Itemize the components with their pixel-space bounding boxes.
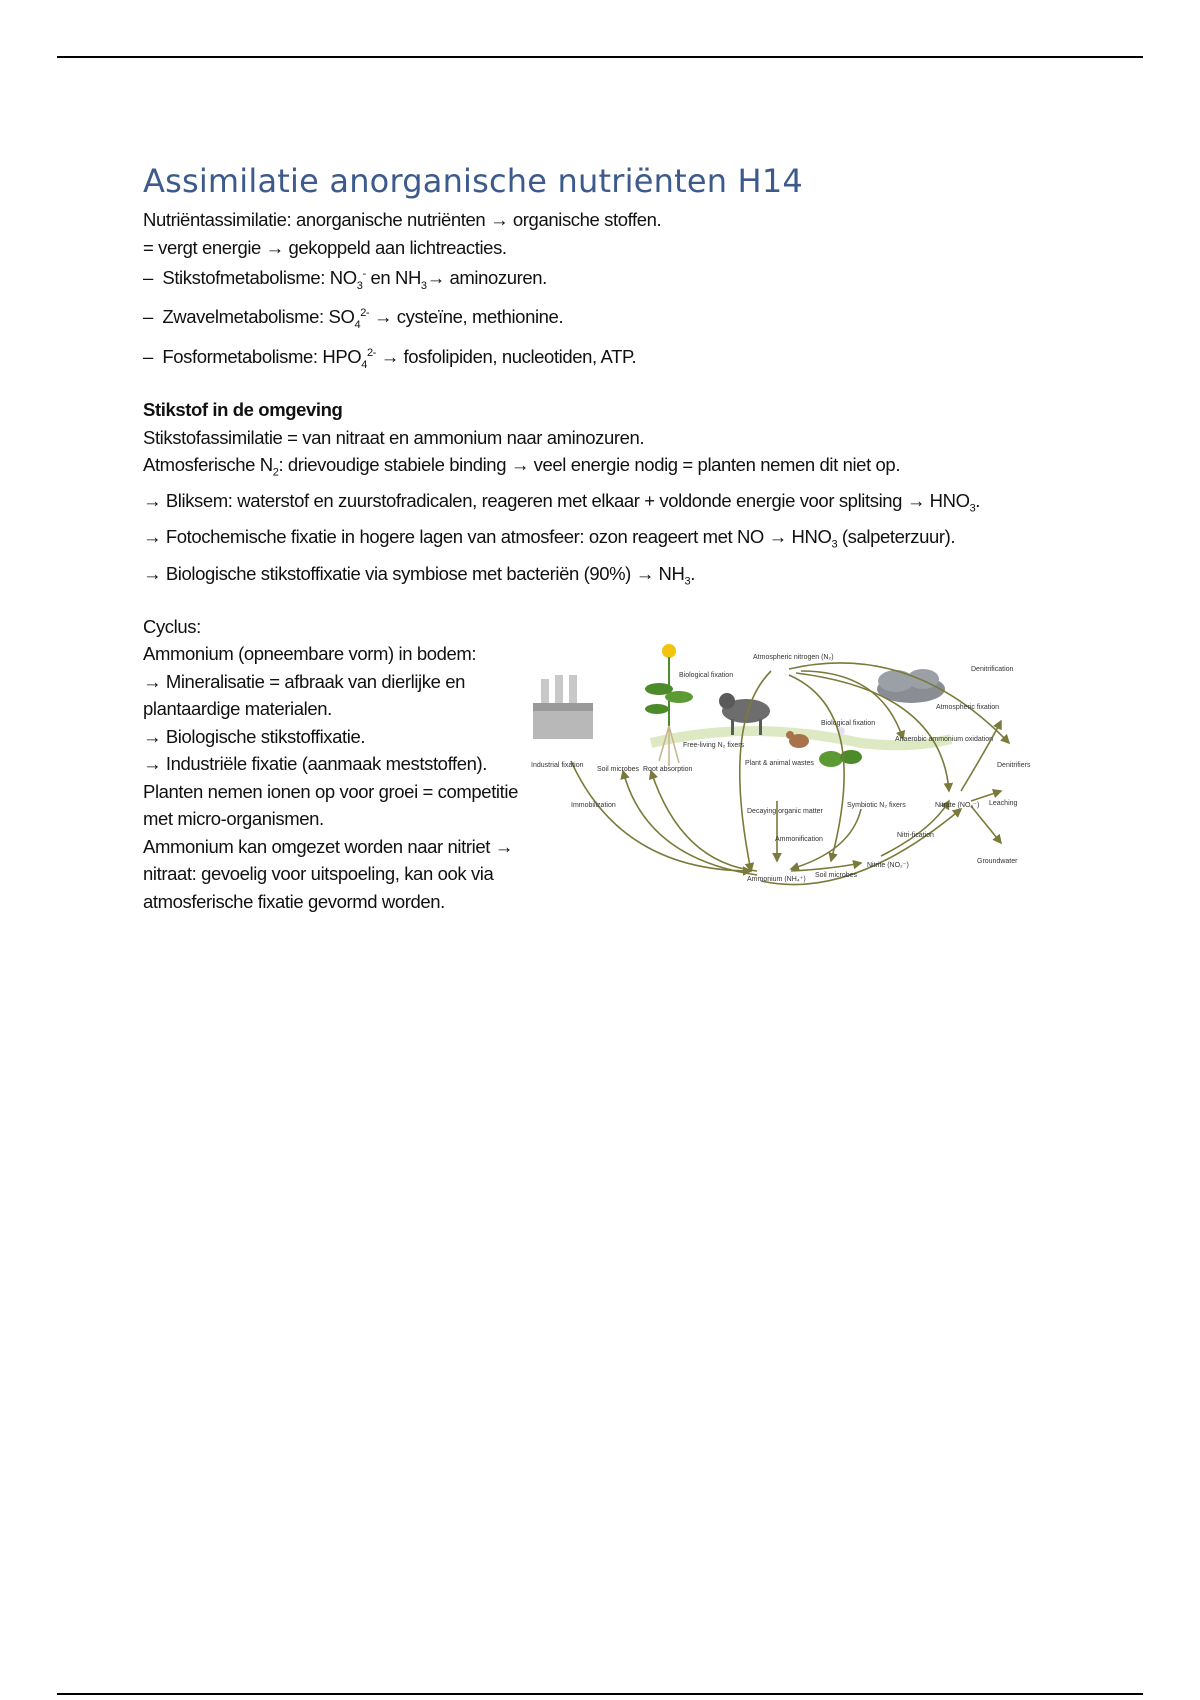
arrow-icon: →: [143, 526, 162, 548]
arrow-icon: →: [373, 306, 393, 328]
section-heading: Stikstof in de omgeving: [143, 399, 343, 421]
label-free-living-fixers: Free-living N₂ fixers: [683, 741, 745, 749]
header-rule: [57, 56, 1143, 58]
arrow-icon: →: [635, 562, 654, 584]
arrow-icon: →: [510, 454, 529, 476]
label-symbiotic-fixers: Symbiotic N₂ fixers: [847, 801, 906, 809]
label-groundwater: Groundwater: [977, 857, 1018, 865]
label-soil-microbes: Soil microbes: [597, 765, 640, 773]
list-item-nitrogen: – Stikstofmetabolisme: $NO_3^-$ en $NH_3\to$ aminozuren.: [143, 267, 547, 292]
list-item-sulfur: – Zwavelmetabolisme: $SO_4^{2-}$ → cysteïne, methionine.: [143, 306, 564, 332]
intro-line-1: Nutriëntassimilatie: anorganische nutriënten → organische stoffen.: [143, 209, 662, 230]
label-immobilization: Immobilization: [571, 801, 616, 809]
label-denitrification: Denitrification: [971, 665, 1014, 673]
photo-line: → Fotochemische fixatie in hogere lagen van atmosfeer: ozon reageert met NO → $HNO_3$ (salpeterzuur).: [143, 526, 956, 552]
cycle-line: Ammonium kan omgezet worden naar nitriet → nitraat: gevoelig voor uitspoeling, kan ook via atmosferische fixatie gevormd worden.: [143, 835, 513, 912]
cycle-line: Ammonium (opneembare vorm) in bodem:: [143, 643, 477, 665]
label-industrial-fixation: Industrial fixation: [531, 761, 584, 769]
cycle-arrows: [571, 663, 1009, 885]
label-anaerobic-oxidation: Anaerobic ammonium oxidation: [895, 735, 994, 743]
label-nitrate: Nitrate (NO₃⁻): [935, 801, 980, 809]
arrow-icon: →: [768, 526, 787, 548]
list-item-phosphorus: – Fosformetabolisme: $HPO_4^{2-}$ → fosfolipiden, nucleotiden, ATP.: [143, 345, 637, 371]
footer-rule: [57, 1693, 1143, 1695]
diagram-labels: [531, 654, 1031, 883]
cycle-section: [143, 613, 1043, 916]
label-denitrifiers: Denitrifiers: [997, 761, 1031, 769]
label-biological-fixation: Biological fixation: [679, 671, 734, 679]
arrow-icon: →: [143, 562, 162, 584]
cycle-heading: Cyclus:: [143, 615, 201, 637]
assimilation-line: Stikstofassimilatie = van nitraat en ammonium naar aminozuren.: [143, 426, 645, 448]
label-ammonium: Ammonium (NH₄⁺): [747, 875, 806, 883]
nitrogen-cycle-diagram: [531, 631, 1051, 901]
label-atmospheric-fixation: Atmospheric fixation: [936, 703, 1000, 711]
arrow-icon: →: [906, 490, 925, 512]
bio-line: → Biologische stikstoffixatie via symbiose met bacteriën $(90\%) \to NH_3$.: [143, 562, 695, 588]
cycle-line: → Mineralisatie = afbraak van dierlijke en plantaardige materialen.: [143, 670, 466, 720]
page-title: Assimilatie anorganische nutriënten H14: [143, 162, 803, 200]
cycle-line: Planten nemen ionen op voor groei = competitie met micro-organismen.: [143, 780, 518, 830]
intro-line-2: = vergt energie → gekoppeld aan lichtreacties.: [143, 236, 507, 258]
cycle-line: → Biologische stikstoffixatie.: [143, 725, 366, 747]
arrow-icon: →: [380, 345, 399, 367]
label-root-absorption: Root absorption: [643, 765, 693, 773]
label-biological-fixation-2: Biological fixation: [821, 719, 876, 727]
atmos-line: Atmosferische $N_2$: drievoudige stabiele binding → veel energie nodig = planten nemen dit niet op.: [143, 454, 901, 479]
arrow-icon: →: [143, 490, 162, 512]
label-plant-animal-wastes: Plant & animal wastes: [745, 759, 814, 767]
document-body: [143, 162, 1043, 915]
label-nitrification: Nitri-fication: [897, 831, 934, 839]
lightning-line: → Bliksem: waterstof en zuurstofradicalen, reageren met elkaar + voldonde energie voor splitsing → $HNO_3$.: [143, 490, 981, 515]
cycle-text: [143, 613, 523, 916]
cycle-line: → Industriële fixatie (aanmaak meststoffen).: [143, 753, 487, 775]
label-leaching: Leaching: [989, 799, 1018, 807]
label-atmospheric-nitrogen: Atmospheric nitrogen (N₂): [753, 653, 834, 661]
factory-icon: [533, 675, 593, 739]
label-soil-microbes-2: Soil microbes: [815, 871, 858, 879]
arrow-icon: →: [265, 236, 284, 258]
label-decaying-matter: Decaying organic matter: [747, 807, 823, 815]
label-ammonification: Ammonification: [775, 835, 823, 843]
arrow-icon: →: [426, 267, 445, 289]
label-nitrite: Nitrite (NO₂⁻): [867, 861, 909, 869]
arrow-icon: →: [490, 209, 509, 230]
